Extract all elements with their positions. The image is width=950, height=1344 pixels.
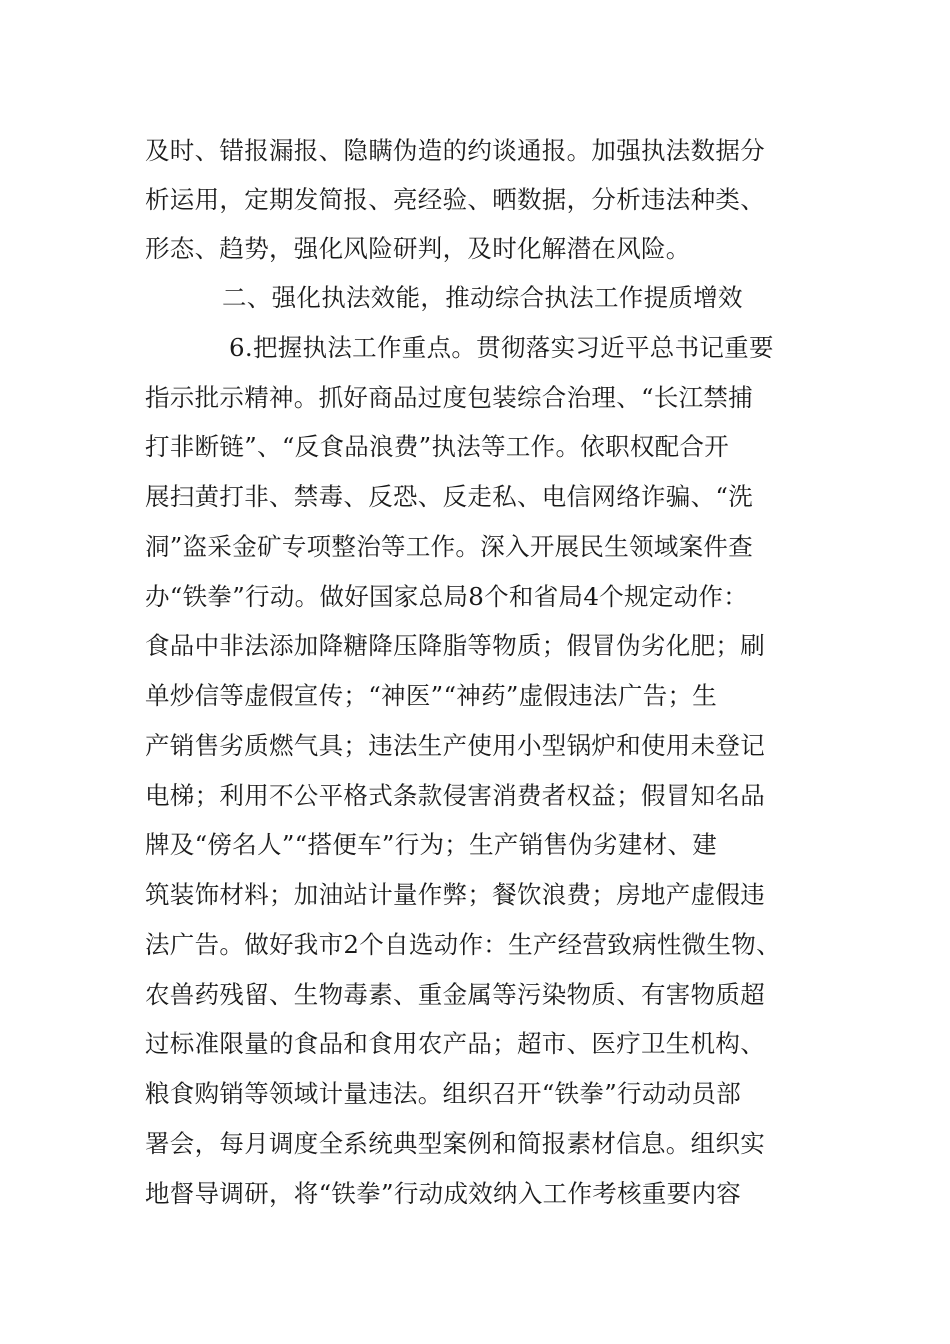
paragraph-line: 署会，每月调度全系统典型案例和简报素材信息。组织实 bbox=[145, 1129, 765, 1158]
paragraph-line: 牌及“傍名人”“搭便车”行为；生产销售伪劣建材、建 bbox=[145, 830, 718, 859]
paragraph-line: 法广告。做好我市2个自选动作：生产经营致病性微生物、 bbox=[145, 930, 781, 959]
paragraph-line: 粮食购销等领域计量违法。组织召开“铁拳”行动动员部 bbox=[145, 1079, 742, 1108]
paragraph-line: 过标准限量的食品和食用农产品；超市、医疗卫生机构、 bbox=[145, 1029, 765, 1058]
paragraph-line: 及时、错报漏报、隐瞒伪造的约谈通报。加强执法数据分 bbox=[145, 136, 765, 165]
paragraph-line: 食品中非法添加降糖降压降脂等物质；假冒伪劣化肥；刷 bbox=[145, 631, 765, 660]
section-heading: 二、强化执法效能，推动综合执法工作提质增效 bbox=[222, 283, 743, 312]
paragraph-line: 地督导调研，将“铁拳”行动成效纳入工作考核重要内容 bbox=[145, 1179, 742, 1208]
paragraph-line: 打非断链”、“反食品浪费”执法等工作。依职权配合开 bbox=[145, 432, 730, 461]
paragraph-line: 6.把握执法工作重点。贯彻落实习近平总书记重要 bbox=[229, 333, 774, 362]
paragraph-line: 农兽药残留、生物毒素、重金属等污染物质、有害物质超 bbox=[145, 980, 765, 1009]
paragraph-line: 产销售劣质燃气具；违法生产使用小型锅炉和使用未登记 bbox=[145, 731, 765, 760]
paragraph-line: 筑装饰材料；加油站计量作弊；餐饮浪费；房地产虚假违 bbox=[145, 880, 765, 909]
paragraph-line: 形态、趋势，强化风险研判，及时化解潜在风险。 bbox=[145, 234, 691, 263]
paragraph-line: 单炒信等虚假宣传；“神医”“神药”虚假违法广告；生 bbox=[145, 681, 718, 710]
paragraph-line: 办“铁拳”行动。做好国家总局8个和省局4个规定动作： bbox=[145, 582, 749, 611]
paragraph-line: 指示批示精神。抓好商品过度包装综合治理、“长江禁捕 bbox=[145, 383, 754, 412]
paragraph-line: 析运用，定期发简报、亮经验、晒数据，分析违法种类、 bbox=[145, 185, 765, 214]
paragraph-line: 展扫黄打非、禁毒、反恐、反走私、电信网络诈骗、“洗 bbox=[145, 482, 754, 511]
paragraph-line: 电梯；利用不公平格式条款侵害消费者权益；假冒知名品 bbox=[145, 781, 765, 810]
paragraph-line: 洞”盗采金矿专项整治等工作。深入开展民生领域案件查 bbox=[145, 532, 754, 561]
